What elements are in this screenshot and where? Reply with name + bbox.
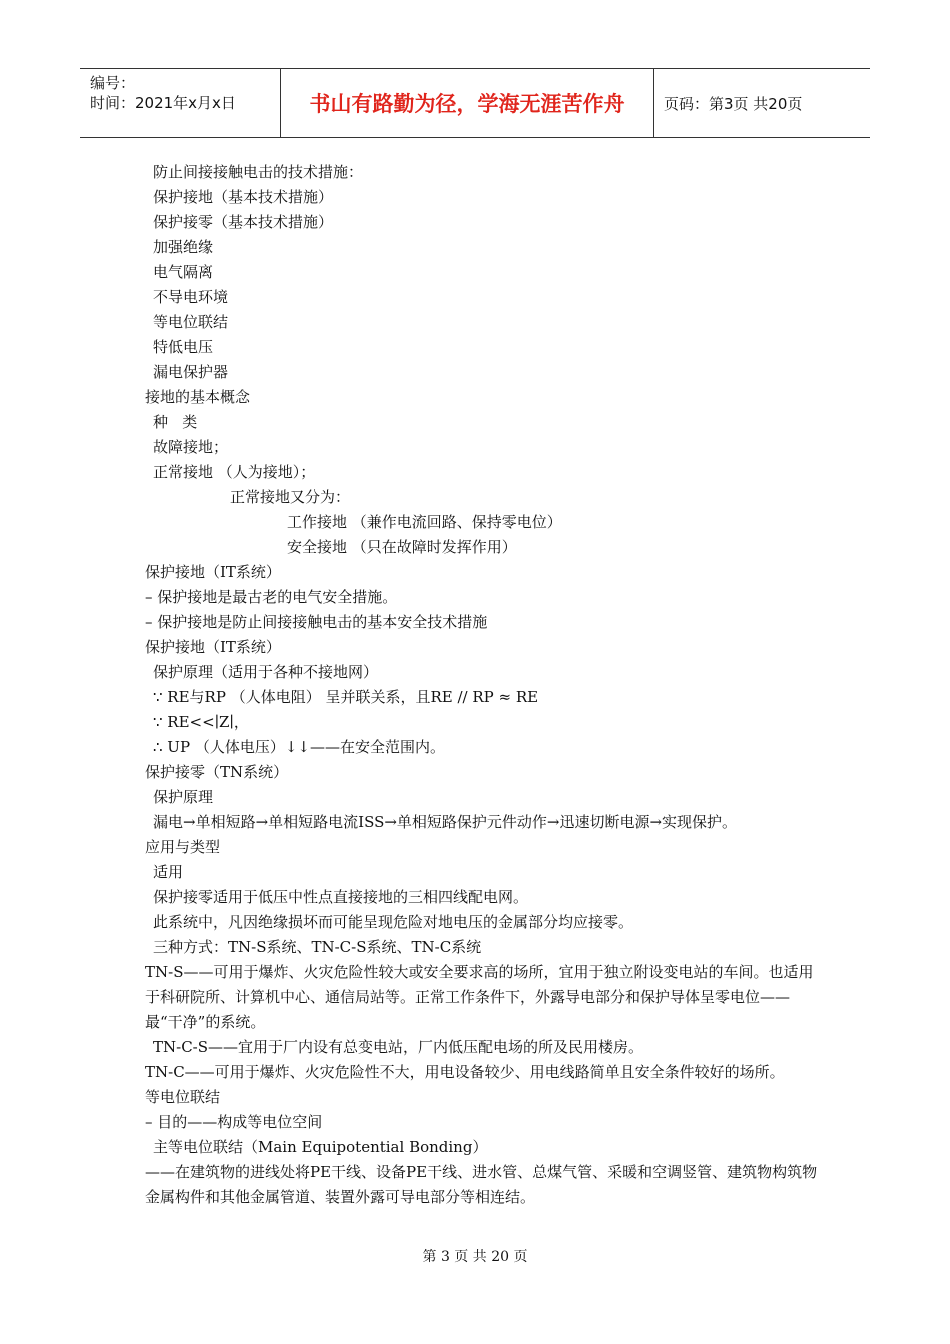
text-line: 此系统中，凡因绝缘损坏而可能呈现危险对地电压的金属部分均应接零。 [153, 913, 634, 931]
section-heading: 等电位联结 [145, 1088, 221, 1106]
number-label: 编号： [90, 74, 136, 92]
page-header [80, 68, 870, 138]
text-paragraph: ——在建筑物的进线处将PE干线、设备PE干线、进水管、总煤气管、采暖和空调竖管、建筑物构筑物金属构件和其他金属管道、装置外露可导电部分等相连结。 [145, 1163, 818, 1206]
time-label: 时间：2021年x月x日 [90, 94, 236, 112]
text-line: 保护接零适用于低压中性点直接接地的三相四线配电网。 [153, 888, 529, 906]
section-heading: 保护接地（IT系统） [145, 638, 281, 656]
text-line: 安全接地 （只在故障时发挥作用） [287, 538, 517, 556]
text-line: 电气隔离 [153, 263, 214, 281]
text-line: ∵ RE与RP （人体电阻） 呈并联关系，且RE // RP ≈ RE [153, 688, 539, 706]
text-line: 种 类 [153, 413, 198, 431]
text-line: 保护原理 [153, 788, 214, 806]
text-line: 保护原理（适用于各种不接地网） [153, 663, 379, 681]
text-line: 主等电位联结（Main Equipotential Bonding） [153, 1138, 488, 1156]
text-line: ∵ RE<<∣Z∣， [153, 713, 249, 731]
page-footer: 第 3 页 共 20 页 [422, 1249, 528, 1265]
section-heading: 保护接零（TN系统） [145, 763, 289, 781]
text-line: 正常接地 （人为接地）； [153, 463, 316, 481]
text-line: – 目的——构成等电位空间 [145, 1113, 323, 1131]
text-line: – 保护接地是防止间接接触电击的基本安全技术措施 [145, 613, 488, 631]
text-paragraph: TN-C——可用于爆炸、火灾危险性不大，用电设备较少、用电线路简单且安全条件较好的场所。 [145, 1063, 785, 1081]
text-line: 正常接地又分为： [230, 488, 351, 506]
text-line: 故障接地； [153, 438, 229, 456]
text-line: TN-C-S——宜用于厂内设有总变电站，厂内低压配电场的所及民用楼房。 [153, 1038, 644, 1056]
text-line: – 保护接地是最古老的电气安全措施。 [145, 588, 398, 606]
text-line: 漏电保护器 [153, 363, 229, 381]
text-line: 三种方式：TN-S系统、TN-C-S系统、TN-C系统 [153, 938, 482, 956]
text-line: 特低电压 [153, 338, 214, 356]
text-line: ∴ UP （人体电压）↓↓——在安全范围内。 [153, 738, 445, 756]
text-line: 适用 [153, 863, 184, 881]
document-body [145, 160, 825, 1210]
section-heading: 应用与类型 [145, 838, 221, 856]
section-heading: 接地的基本概念 [145, 388, 251, 406]
text-line: 保护接零（基本技术措施） [153, 213, 334, 231]
text-line: 不导电环境 [153, 288, 229, 306]
text-line: 保护接地（基本技术措施） [153, 188, 334, 206]
header-meta [80, 69, 281, 137]
motto: 书山有路勤为径，学海无涯苦作舟 [281, 69, 654, 137]
page-label: 页码：第3页 共20页 [664, 94, 803, 113]
text-line: 工作接地 （兼作电流回路、保持零电位） [287, 513, 562, 531]
text-line: 加强绝缘 [153, 238, 214, 256]
section-heading: 保护接地（IT系统） [145, 563, 281, 581]
text-line: 漏电→单相短路→单相短路电流ISS→单相短路保护元件动作→迅速切断电源→实现保护。 [153, 813, 738, 831]
text-paragraph: TN-S——可用于爆炸、火灾危险性较大或安全要求高的场所，宜用于独立附设变电站的车间。也适用于科研院所、计算机中心、通信局站等。正常工作条件下，外露导电部分和保护导体呈零电位——最“干净”的系统。 [145, 963, 814, 1031]
text-line: 防止间接接触电击的技术措施： [153, 163, 364, 181]
text-line: 等电位联结 [153, 313, 229, 331]
